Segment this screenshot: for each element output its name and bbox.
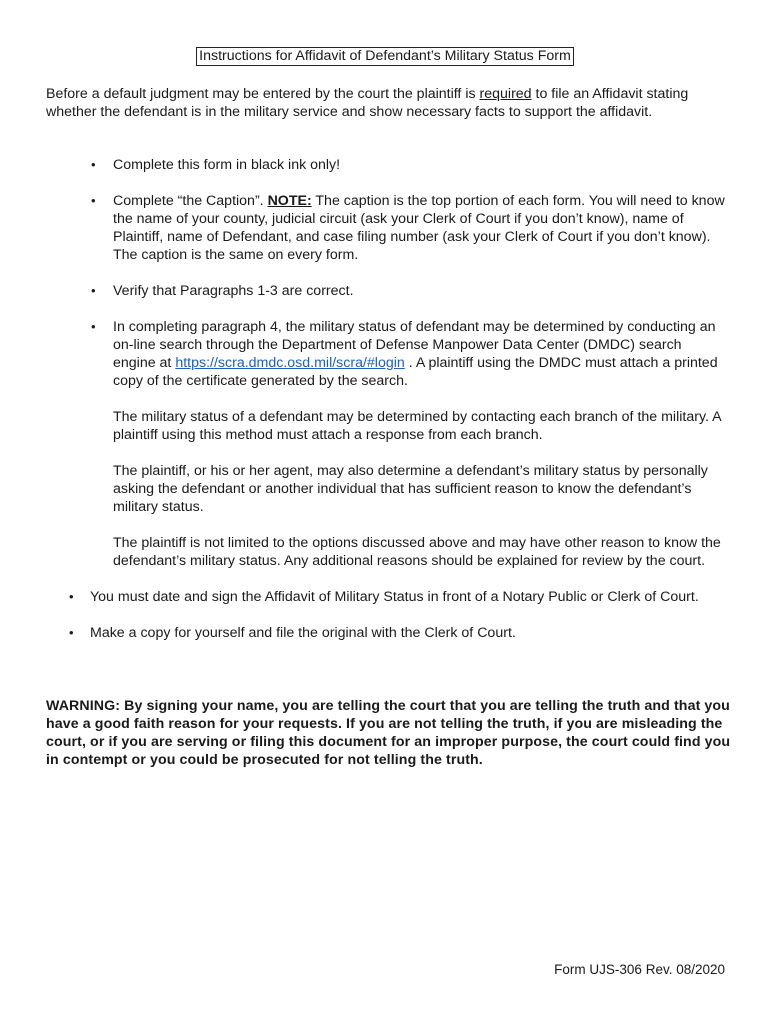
caption-text-before: Complete “the Caption”. (113, 193, 268, 209)
intro-required-word: required (479, 86, 532, 102)
bullet-icon: • (91, 157, 96, 172)
list-item-make-copy (0, 624, 770, 642)
military-branch-paragraph: The military status of a defendant may be determined by contacting each branch of the military. A plaintiff using this method must attach a response from each branch. (113, 409, 721, 443)
dmdc-search-link[interactable]: https://scra.dmdc.osd.mil/scra/#login (175, 355, 405, 371)
list-item-verify-paragraphs (0, 282, 770, 300)
bullet-icon: • (69, 589, 74, 604)
list-item-text (113, 192, 725, 264)
dmdc-paragraph (113, 318, 725, 390)
bullet-icon: • (91, 193, 96, 208)
list-item-date-and-sign (0, 588, 770, 606)
list-item-text: Verify that Paragraphs 1-3 are correct. (113, 283, 354, 299)
list-item-paragraph-4 (0, 318, 770, 570)
list-item-text: You must date and sign the Affidavit of Military Status in front of a Notary Public or Clerk of Court. (90, 589, 699, 605)
list-item-text: Complete this form in black ink only! (113, 157, 341, 173)
dmdc-text-before: In completing paragraph 4, the military status of defendant may be determined by conducting an on-line search through the Department of Defense Manpower Data Center (DMDC) search engine at (113, 319, 716, 371)
other-options-paragraph: The plaintiff is not limited to the options discussed above and may have other reason to know the defendant’s military status. Any additional reasons should be explained for review by the court. (113, 535, 721, 569)
list-item-black-ink (0, 156, 770, 174)
caption-text-after: The caption is the top portion of each form. You will need to know the name of your county, judicial circuit (ask your Clerk of Court if you don’t know), name of Plaintiff, name of Defendant, and case filing number (ask your Clerk of Court if you don’t know). The caption is the same on every form. (113, 193, 725, 263)
personal-inquiry-paragraph: The plaintiff, or his or her agent, may also determine a defendant’s military status by personally asking the defendant or another individual that has sufficient reason to know the defendant’s military status. (113, 463, 708, 515)
list-item-caption (0, 192, 770, 264)
bullet-icon: • (91, 283, 96, 298)
list-item-text: Make a copy for yourself and file the original with the Clerk of Court. (90, 625, 516, 641)
list-item-text (113, 318, 725, 570)
bullet-icon: • (91, 319, 96, 334)
intro-paragraph (46, 85, 696, 121)
form-number-footer: Form UJS-306 Rev. 08/2020 (554, 962, 725, 977)
intro-text-after: to file an Affidavit stating whether the defendant is in the military service and show necessary facts to support the affidavit. (46, 86, 689, 120)
note-label: NOTE: (267, 193, 312, 209)
warning-paragraph: WARNING: By signing your name, you are telling the court that you are telling the truth and that you have a good faith reason for your requests. If you are not telling the truth, if you are misleading the court, or if you are serving or filing this document for an improper purpose, the court could find you in contempt or you could be prosecuted for not telling the truth. (46, 698, 731, 768)
title-container (0, 47, 770, 66)
dmdc-text-after: . A plaintiff using the DMDC must attach a printed copy of the certificate generated by the search. (113, 355, 718, 389)
page-title: Instructions for Affidavit of Defendant’s Military Status Form (196, 47, 574, 66)
instruction-list (0, 156, 770, 660)
bullet-icon: • (69, 625, 74, 640)
intro-text-before: Before a default judgment may be entered by the court the plaintiff is (46, 86, 480, 102)
